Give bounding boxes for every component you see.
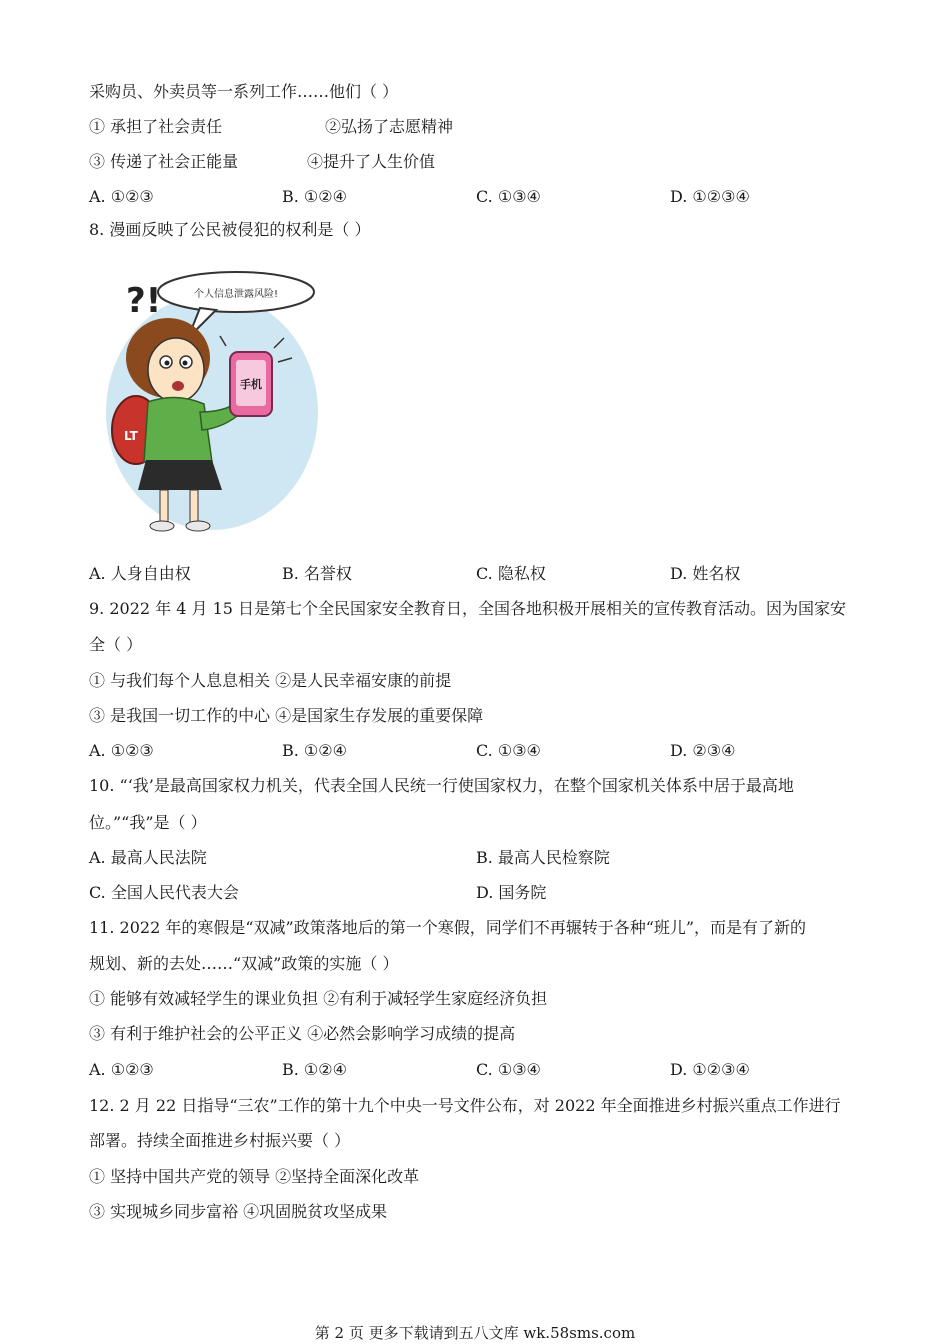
open-mouth [172,381,184,391]
q7-option-b[interactable]: B. ①②④ [282,187,347,206]
speech-bubble-text: 个人信息泄露风险! [193,289,279,300]
q9-stem-line-1: 9. 2022 年 4 月 15 日是第七个全民国家安全教育日，全国各地积极开展相关的宣传教育活动。因为国家安 [89,599,847,618]
q7-statement-2: ②弘扬了志愿精神 [325,117,454,136]
q12-stem-line-2: 部署。持续全面推进乡村振兴要（ ） [89,1131,351,1150]
page-footer: 第 2 页 更多下载请到五八文库 wk.58sms.com [314,1324,636,1342]
left-pupil [165,361,170,366]
q9-statements-1-2: ① 与我们每个人息息相关 ②是人民幸福安康的前提 [89,671,452,690]
q9-option-d[interactable]: D. ②③④ [670,741,736,760]
q12-statements-3-4: ③ 实现城乡同步富裕 ④巩固脱贫攻坚成果 [89,1202,388,1221]
q7-statement-1: ① 承担了社会责任 [89,117,223,136]
q11-option-d[interactable]: D. ①②③④ [670,1060,750,1079]
q11-stem-line-1: 11. 2022 年的寒假是“双减”政策落地后的第一个寒假，同学们不再辗转于各种“班儿”，而是有了新的 [89,918,807,937]
q11-option-a[interactable]: A. ①②③ [89,1060,154,1079]
right-pupil [183,361,188,366]
q8-option-a[interactable]: A. 人身自由权 [89,564,191,583]
q9-statements-3-4: ③ 是我国一切工作的中心 ④是国家生存发展的重要保障 [89,706,484,725]
q9-option-a[interactable]: A. ①②③ [89,741,154,760]
backpack-label: LT [124,429,138,443]
q12-statements-1-2: ① 坚持中国共产党的领导 ②坚持全面深化改革 [89,1167,420,1186]
q7-option-a[interactable]: A. ①②③ [89,187,154,206]
q11-option-b[interactable]: B. ①②④ [282,1060,347,1079]
q10-stem-line-2: 位。”“我”是（ ） [89,813,207,832]
q8-option-c[interactable]: C. 隐私权 [476,564,546,583]
privacy-cartoon-image [104,262,320,538]
q7-option-c[interactable]: C. ①③④ [476,187,541,206]
q8-option-b[interactable]: B. 名誉权 [282,564,352,583]
q9-stem-line-2: 全（ ） [89,635,143,654]
question-exclamation-mark: ?! [126,281,162,321]
q7-stem-tail: 采购员、外卖员等一系列工作……他们（ ） [89,82,399,101]
right-leg [190,490,198,524]
face [148,338,204,402]
q8-stem: 8. 漫画反映了公民被侵犯的权利是（ ） [89,220,371,239]
q10-stem-line-1: 10. “‘我’是最高国家权力机关，代表全国人民统一行使国家权力，在整个国家机关体系中居于最高地 [89,776,794,795]
q9-option-c[interactable]: C. ①③④ [476,741,541,760]
q10-option-b[interactable]: B. 最高人民检察院 [476,848,610,867]
q11-option-c[interactable]: C. ①③④ [476,1060,541,1079]
black-skirt [138,460,222,490]
q11-statements-3-4: ③ 有利于维护社会的公平正义 ④必然会影响学习成绩的提高 [89,1024,516,1043]
q8-option-d[interactable]: D. 姓名权 [670,564,741,583]
left-leg [160,490,168,524]
q11-stem-line-2: 规划、新的去处……“双减”政策的实施（ ） [89,954,399,973]
phone-label: 手机 [240,378,262,391]
right-shoe [186,521,210,531]
q12-stem-line-1: 12. 2 月 22 日指导“三农”工作的第十九个中央一号文件公布，对 2022 年全面推进乡村振兴重点工作进行 [89,1096,841,1115]
q10-option-a[interactable]: A. 最高人民法院 [89,848,207,867]
q7-statement-3: ③ 传递了社会正能量 [89,152,239,171]
q10-option-c[interactable]: C. 全国人民代表大会 [89,883,239,902]
q10-option-d[interactable]: D. 国务院 [476,883,547,902]
q11-statements-1-2: ① 能够有效减轻学生的课业负担 ②有利于减轻学生家庭经济负担 [89,989,548,1008]
q9-option-b[interactable]: B. ①②④ [282,741,347,760]
left-shoe [150,521,174,531]
q7-statement-4: ④提升了人生价值 [307,152,436,171]
q7-option-d[interactable]: D. ①②③④ [670,187,750,206]
